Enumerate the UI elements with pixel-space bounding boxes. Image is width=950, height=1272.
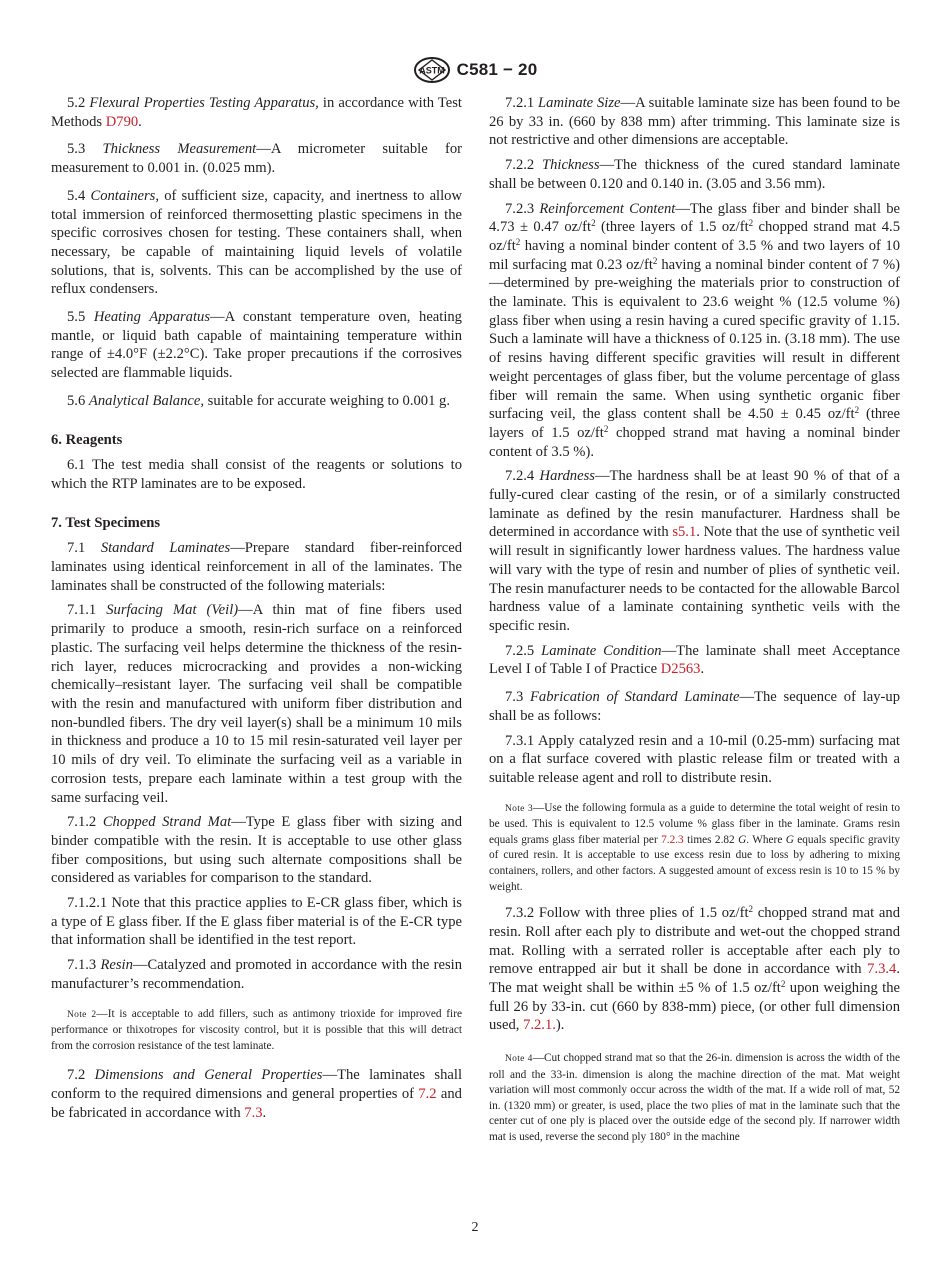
note-4: Note 4—Cut chopped strand mat so that the 26-in. dimension is across the width of the roll and the 33-in. dimension is along the machine direction of the mat. Mat weight variation will most commonly occur across the width of the mat. If a wide roll of mat, 52 in. (1320 mm) or greater, is used, place the two plies of mat in the laminate such that the center cut of one ply is placed over the outside edge of the second ply. If narrower width mat is used, reverse the second ply 180° in the machine (489, 1052, 900, 1144)
section-5-5: 5.5 Heating Apparatus—A constant temperature oven, heating mantle, or liquid bath capable of maintaining temperature within range of ±4.0°F (±2.2°C). Take proper precautions if the corrosives selected are flammable liquids. (51, 309, 462, 382)
section-5-2: 5.2 Flexural Properties Testing Apparatus, in accordance with Test Methods D790. (51, 95, 462, 130)
section-7-2-4: 7.2.4 Hardness—The hardness shall be at least 90 % of that of a fully-cured clear casting of the resin, or of a similarly constructed laminate as defined by the resin manufacturer. Hardness shall be determined in accordance with s5.1. Note that the use of synthetic veil will result in significantly lower hardness values. The hardness value will vary with the type of resin and number of plies of synthetic veil. The resin manufacturer needs to be contacted for the allowable Barcol hardness value of a laminate containing synthetic veils with the specific resin. (489, 468, 900, 634)
section-7-1: 7.1 Standard Laminates—Prepare standard fiber-reinforced laminates using identical reinforcement in all of the laminates. The laminates shall be constructed of the following materials: (51, 540, 462, 594)
section-7-3-2: 7.3.2 Follow with three plies of 1.5 $oz/ft^2$ chopped strand mat and resin. Roll after each ply to distribute and wet-out the chopped strand mat. Rolling with a serrated roller is acceptable after each ply to remove entrapped air but it shall be done in accordance with 7.3.4. The mat weight shall be within ±5 % of 1.5 $oz/ft^2$ upon weighing the full 26 by 33-in. cut (660 by 838-mm) piece, (or other full dimension used, 7.2.1.). (489, 904, 901, 1034)
ref-7-2[interactable]: 7.2 (418, 1086, 437, 1103)
document-designation: C581 − 20 (456, 60, 538, 79)
section-7-1-1: 7.1.1 Surfacing Mat (Veil)—A thin mat of fine fibers used primarily to produce a smooth, resin-rich surface on a reinforced plastic. The surfacing veil helps determine the thickness of the resin-rich layer, reduces microcracking and provides a non-wicking chemically–resistant layer. The surfacing veil shall be compatible with the resin and manufactured with uniform fiber distribution and non-bundled fibers. The dry veil layer(s) shall be a minimum 10 mils in thickness and produce a 10 to 15 mil resin-saturated veil layer per 10 mils of dry veil. To eliminate the surfacing veil as a variable in corrosion tests, prepare each laminate within a test group with the same surfacing veil. (51, 602, 462, 806)
ref-d2563[interactable]: D2563 (660, 661, 701, 678)
section-7-2-3: 7.2.3 Reinforcement Content—The glass fiber and binder shall be 4.73 ± 0.47 $oz/ft^2$ (three layers of 1.5 $oz/ft^2$ chopped strand mat 4.5 $oz/ft^2$ having a nominal binder content of 3.5 % and two layers of 10 mil surfacing mat 0.23 $oz/ft^2$ having a nominal binder content of 7 %)—determined by pre-weighing the materials prior to construction of the laminate. This is equivalent to 23.6 weight % (12.5 volume %) glass fiber when using a resin having a cured specific gravity of 1.15. Such a laminate will have a thickness of 0.125 in. (3.18 mm). The use of resins having different specific gravities will result in different weight percentages of glass fiber, but the volume percentage of glass fiber will remain the same. When using synthetic organic fiber surfacing veil, the glass content shall be 4.50 ± 0.45 $oz/ft^2$ (three layers of 1.5 $oz/ft^2$ chopped strand mat having a nominal binder content of 3.5 %). (489, 200, 900, 460)
heading-test-specimens: 7. Test Specimens (51, 514, 161, 531)
page-number: 2 (471, 1220, 479, 1235)
section-5-3: 5.3 Thickness Measurement—A micrometer suitable for measurement to 0.001 in. (0.025 mm). (51, 141, 462, 177)
note-2: Note 2—It is acceptable to add fillers, such as antimony trioxide for improved fire performance or thixotropes for viscosity control, but it is possible that this will detract from the corrosion resistance of the test laminate. (51, 1007, 462, 1052)
ref-7-2-3[interactable]: 7.2.3 (661, 833, 684, 846)
ref-7-2-1[interactable]: 7.2.1. (523, 1017, 556, 1034)
section-7-2-2: 7.2.2 Thickness—The thickness of the cured standard laminate shall be between 0.120 and 0.140 in. (3.05 and 3.56 mm). (489, 157, 900, 192)
heading-reagents: 6. Reagents (51, 431, 123, 448)
page-header (0, 56, 950, 84)
left-column (51, 94, 462, 1122)
section-7-2-5: 7.2.5 Laminate Condition—The laminate shall meet Acceptance Level I of Table I of Practice D2563. (489, 642, 900, 678)
section-5-4: 5.4 Containers, of sufficient size, capacity, and inertness to allow total immersion of reinforced thermosetting plastic specimens in the specific corrosives chosen for testing. These containers shall, when necessary, be capable of maintaining liquid levels of volatile solutions, that is, solvents. This can be accomplished by the use of reflux condensers. (51, 187, 462, 298)
section-7-3: 7.3 Fabrication of Standard Laminate—The sequence of lay-up shall be as follows: (489, 689, 900, 724)
right-column (489, 94, 900, 1146)
ref-7-3[interactable]: 7.3 (244, 1104, 263, 1121)
section-7-1-3: 7.1.3 Resin—Catalyzed and promoted in accordance with the resin manufacturer’s recommendation. (51, 957, 462, 992)
ref-d790[interactable]: D790 (105, 113, 139, 130)
section-7-3-1: 7.3.1 Apply catalyzed resin and a 10-mil (0.25-mm) surfacing mat on a flat surface covered with plastic release film or treated with a suitable release agent and roll to distribute resin. (489, 732, 900, 786)
section-6-1: 6.1 The test media shall consist of the reagents or solutions to which the RTP laminates are to be exposed. (51, 457, 462, 492)
svg-text:ASTM: ASTM (418, 65, 445, 76)
ref-5-1[interactable]: s5.1 (672, 524, 697, 541)
note-3: Note 3—Use the following formula as a guide to determine the total weight of resin to be used. This is equivalent to 12.5 volume % glass fiber in the laminate. Grams resin equals grams glass fiber material per 7.2.3 times 2.82 G. Where G equals specific gravity of cured resin. It is acceptable to use excess resin due to loss by adhering to mixing containers, rollers, and other factors. A suggested amount of excess resin is 10 to 15 % by weight. (489, 801, 901, 893)
section-7-2-1: 7.2.1 Laminate Size—A suitable laminate size has been found to be 26 by 33 in. (660 by 838 mm) after trimming. This laminate size is not restrictive and other dimensions are acceptable. (489, 95, 901, 149)
ref-7-3-4[interactable]: 7.3.4 (867, 961, 897, 978)
astm-logo (413, 57, 451, 83)
section-7-1-2-1: 7.1.2.1 Note that this practice applies to E-CR glass fiber, which is a type of E glass fiber. If the E glass fiber material is of the E-CR type that information shall be identified in the test report. (51, 895, 462, 949)
section-7-1-2: 7.1.2 Chopped Strand Mat—Type E glass fiber with sizing and binder compatible with the resin. It is acceptable to use other glass fiber compositions, but using such alternate compositions shall be considered as variables for comparison to the standard. (51, 814, 462, 887)
section-7-2: 7.2 Dimensions and General Properties—The laminates shall conform to the required dimensions and general properties of 7.2 and be fabricated in accordance with 7.3. (51, 1067, 462, 1121)
section-5-6: 5.6 Analytical Balance, suitable for accurate weighing to 0.001 g. (67, 392, 450, 409)
